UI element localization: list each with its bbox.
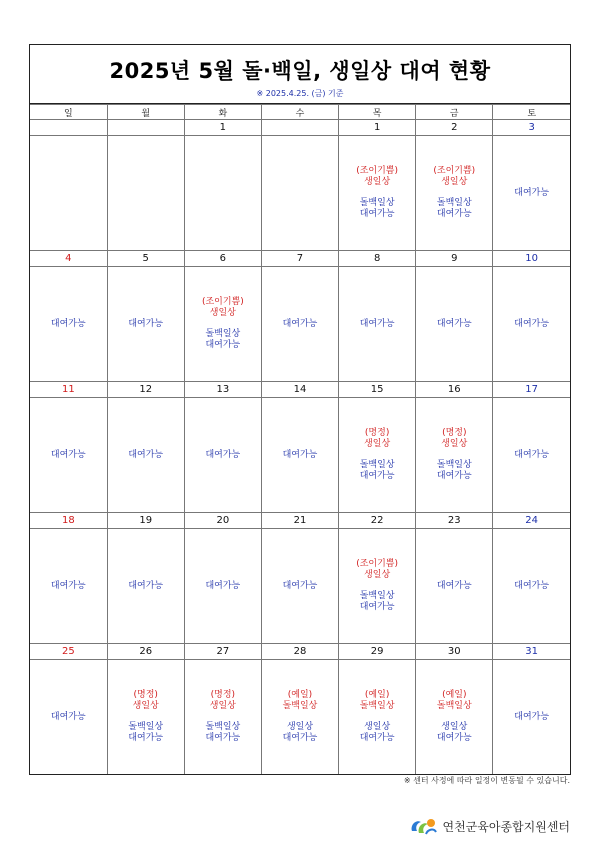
date-number: 14 — [261, 382, 338, 398]
date-number: 18 — [30, 513, 107, 529]
availability-text: 대여가능 — [436, 580, 472, 591]
availability-text: 돌백일상 — [359, 591, 395, 601]
date-number: 23 — [416, 513, 493, 529]
reservation-text: 생일상 — [132, 701, 159, 711]
date-number: 19 — [107, 513, 184, 529]
day-cell — [493, 660, 570, 775]
availability-text: 돌백일상 — [436, 460, 472, 470]
reservation-text: 돌백일상 — [436, 701, 472, 711]
calendar-body — [30, 120, 570, 775]
reservation-text: (명정) — [364, 428, 390, 438]
line-gap — [108, 712, 184, 722]
availability-text: 대여가능 — [128, 318, 164, 329]
availability-text: 대여가능 — [282, 733, 318, 743]
date-number: 5 — [107, 251, 184, 267]
date-number: 3 — [493, 120, 570, 136]
availability-text: 대여가능 — [205, 733, 241, 743]
calendar-sheet — [29, 44, 571, 775]
date-number: 21 — [261, 513, 338, 529]
title-box — [30, 45, 570, 104]
day-cell — [416, 660, 493, 775]
reservation-text: 생일상 — [209, 308, 236, 318]
availability-text: 대여가능 — [514, 580, 550, 591]
day-cell — [493, 398, 570, 513]
availability-text: 대여가능 — [436, 471, 472, 481]
reservation-text: (예일) — [364, 690, 390, 700]
day-cell — [184, 660, 261, 775]
availability-text: 대여가능 — [514, 318, 550, 329]
date-number: 30 — [416, 644, 493, 660]
date-number — [30, 120, 107, 136]
day-cell — [416, 136, 493, 251]
line-gap — [185, 712, 261, 722]
availability-text: 대여가능 — [205, 340, 241, 350]
line-gap — [416, 450, 492, 460]
line-gap — [416, 712, 492, 722]
reservation-text: 생일상 — [441, 439, 468, 449]
availability-text: 대여가능 — [282, 580, 318, 591]
day-cell — [493, 529, 570, 644]
date-number: 8 — [339, 251, 416, 267]
date-number: 31 — [493, 644, 570, 660]
line-gap — [339, 188, 415, 198]
availability-text: 대여가능 — [128, 580, 164, 591]
footnote: ※ 센터 사정에 따라 일정이 변동될 수 있습니다. — [403, 776, 570, 785]
reservation-text: (조이기쁨) — [356, 559, 399, 569]
day-cell — [339, 529, 416, 644]
date-number — [107, 120, 184, 136]
day-cell — [107, 136, 184, 251]
day-cell — [107, 267, 184, 382]
day-cell — [339, 136, 416, 251]
availability-text: 대여가능 — [50, 580, 86, 591]
date-number: 25 — [30, 644, 107, 660]
availability-text: 돌백일상 — [128, 722, 164, 732]
weekday-header: 일 — [30, 105, 107, 120]
date-number: 17 — [493, 382, 570, 398]
reservation-text: 생일상 — [209, 701, 236, 711]
reservation-text: 생일상 — [364, 439, 391, 449]
reference-date: ※ 2025.4.25. (금) 기준 — [256, 89, 344, 98]
date-row — [30, 382, 570, 398]
day-cell — [339, 660, 416, 775]
day-cell — [261, 136, 338, 251]
date-number: 13 — [184, 382, 261, 398]
reservation-text: (예일) — [287, 690, 313, 700]
status-row — [30, 660, 570, 775]
day-cell — [107, 398, 184, 513]
weekday-header: 목 — [339, 105, 416, 120]
availability-text: 대여가능 — [359, 318, 395, 329]
reservation-text: 돌백일상 — [359, 701, 395, 711]
availability-text: 생일상 — [441, 722, 468, 732]
day-cell — [416, 267, 493, 382]
weekday-header: 토 — [493, 105, 570, 120]
availability-text: 생일상 — [286, 722, 314, 732]
page-title: 2025년 5월 돌·백일, 생일상 대여 현황 — [109, 59, 491, 83]
day-cell — [339, 267, 416, 382]
date-number: 1 — [184, 120, 261, 136]
reservation-text: 생일상 — [364, 570, 391, 580]
availability-text: 대여가능 — [359, 209, 395, 219]
date-number: 6 — [184, 251, 261, 267]
availability-text: 대여가능 — [359, 602, 395, 612]
status-row — [30, 529, 570, 644]
day-cell — [493, 136, 570, 251]
day-cell — [184, 136, 261, 251]
availability-text: 대여가능 — [514, 449, 550, 460]
date-number: 11 — [30, 382, 107, 398]
availability-text: 대여가능 — [359, 733, 395, 743]
line-gap — [416, 188, 492, 198]
date-number: 29 — [339, 644, 416, 660]
day-cell — [184, 398, 261, 513]
reservation-text: (예일) — [442, 690, 467, 700]
availability-text: 대여가능 — [128, 733, 164, 743]
day-cell — [261, 529, 338, 644]
availability-text: 대여가능 — [514, 187, 550, 198]
availability-text: 대여가능 — [50, 711, 86, 722]
day-cell — [261, 660, 338, 775]
date-number: 16 — [416, 382, 493, 398]
date-number: 22 — [339, 513, 416, 529]
day-cell — [416, 529, 493, 644]
calendar-table — [30, 104, 570, 774]
line-gap — [339, 712, 415, 722]
date-number — [261, 120, 338, 136]
day-cell — [184, 267, 261, 382]
reservation-text: (조이기쁨) — [356, 166, 399, 176]
availability-text: 대여가능 — [436, 209, 472, 219]
reservation-text: 생일상 — [364, 177, 391, 187]
day-cell — [107, 529, 184, 644]
status-row — [30, 398, 570, 513]
day-cell — [416, 398, 493, 513]
availability-text: 생일상 — [364, 722, 391, 732]
availability-text: 대여가능 — [436, 733, 472, 743]
date-number: 4 — [30, 251, 107, 267]
availability-text: 대여가능 — [359, 471, 395, 481]
availability-text: 대여가능 — [282, 449, 318, 460]
status-row — [30, 267, 570, 382]
date-number: 9 — [416, 251, 493, 267]
date-number: 10 — [493, 251, 570, 267]
date-number: 2 — [416, 120, 493, 136]
weekday-header: 화 — [184, 105, 261, 120]
line-gap — [262, 712, 338, 722]
availability-text: 돌백일상 — [205, 329, 241, 339]
availability-text: 돌백일상 — [359, 198, 395, 208]
availability-text: 돌백일상 — [436, 198, 472, 208]
date-number: 7 — [261, 251, 338, 267]
availability-text: 대여가능 — [205, 580, 241, 591]
day-cell — [107, 660, 184, 775]
day-cell — [30, 267, 107, 382]
day-cell — [339, 398, 416, 513]
date-number: 15 — [339, 382, 416, 398]
reservation-text: 돌백일상 — [282, 701, 318, 711]
line-gap — [339, 450, 415, 460]
reservation-text: (명정) — [442, 428, 467, 438]
availability-text: 대여가능 — [50, 449, 86, 460]
weekday-header: 월 — [107, 105, 184, 120]
date-number: 12 — [107, 382, 184, 398]
availability-text: 대여가능 — [514, 711, 550, 722]
date-row — [30, 513, 570, 529]
date-number: 1 — [339, 120, 416, 136]
date-number: 20 — [184, 513, 261, 529]
reservation-text: (명정) — [133, 690, 158, 700]
availability-text: 대여가능 — [128, 449, 164, 460]
date-row — [30, 251, 570, 267]
date-number: 24 — [493, 513, 570, 529]
line-gap — [185, 319, 261, 329]
reservation-text: (조이기쁨) — [433, 166, 476, 176]
date-number: 26 — [107, 644, 184, 660]
line-gap — [339, 581, 415, 591]
date-number: 28 — [261, 644, 338, 660]
date-row — [30, 120, 570, 136]
availability-text: 돌백일상 — [205, 722, 241, 732]
day-cell — [184, 529, 261, 644]
day-cell — [493, 267, 570, 382]
status-row — [30, 136, 570, 251]
reservation-text: (조이기쁨) — [201, 297, 244, 307]
footer — [408, 815, 570, 837]
reservation-text: (명정) — [210, 690, 236, 700]
center-logo-icon — [408, 815, 438, 837]
day-cell — [261, 398, 338, 513]
weekday-header: 금 — [416, 105, 493, 120]
day-cell — [30, 529, 107, 644]
day-cell — [261, 267, 338, 382]
availability-text: 대여가능 — [205, 449, 241, 460]
day-cell — [30, 398, 107, 513]
weekday-header: 수 — [261, 105, 338, 120]
date-row — [30, 644, 570, 660]
availability-text: 대여가능 — [282, 318, 318, 329]
org-name: 연천군육아종합지원센터 — [442, 819, 570, 834]
day-cell — [30, 136, 107, 251]
availability-text: 대여가능 — [436, 318, 472, 329]
weekday-header-row — [30, 105, 570, 120]
date-number: 27 — [184, 644, 261, 660]
reservation-text: 생일상 — [441, 177, 468, 187]
availability-text: 돌백일상 — [359, 460, 395, 470]
availability-text: 대여가능 — [50, 318, 86, 329]
day-cell — [30, 660, 107, 775]
